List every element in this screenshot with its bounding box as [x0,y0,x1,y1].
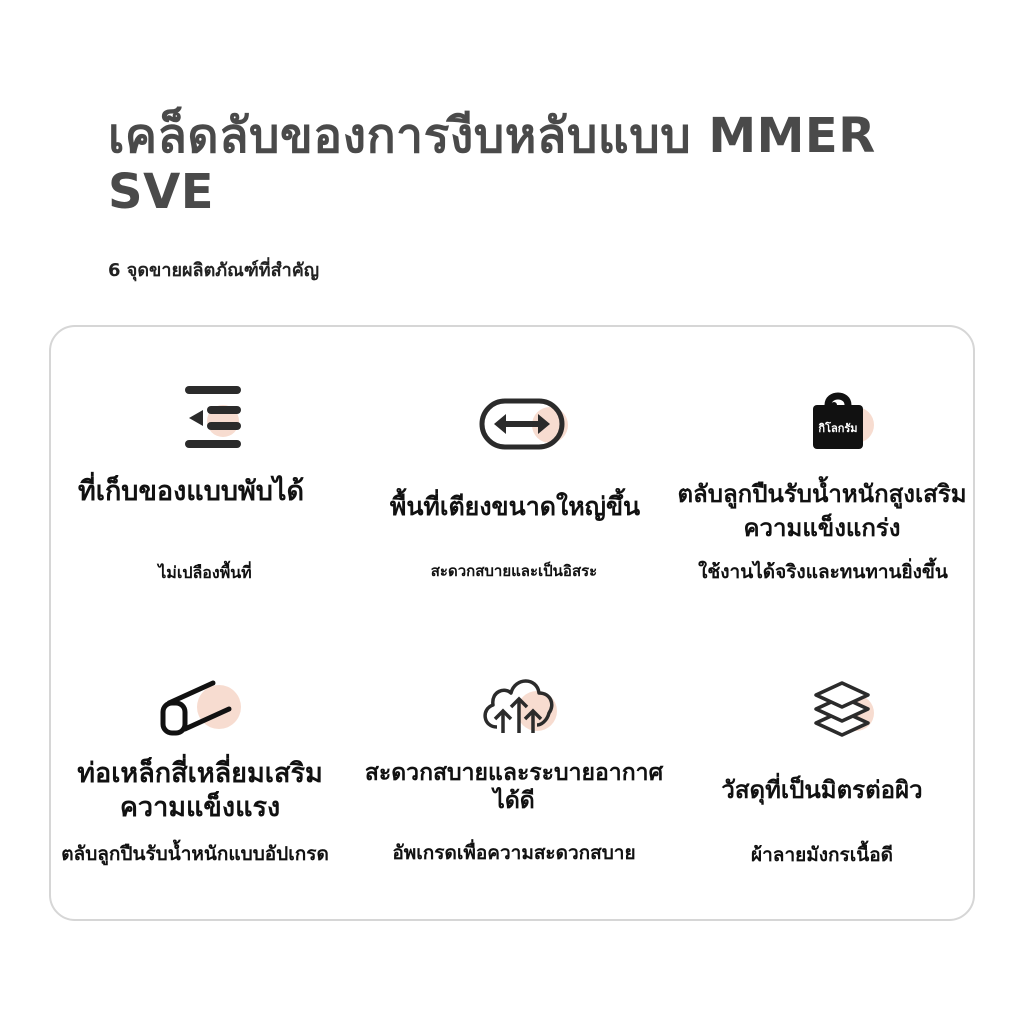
feature-skin-friendly [668,657,976,917]
features-card [49,325,975,921]
feature-title: ท่อเหล็กสี่เหลี่ยมเสริมความแข็งแรง [77,758,323,823]
horizontal-arrows-icon [472,383,572,453]
square-tube-icon [155,671,245,741]
feature-description: ตลับลูกปืนรับน้ำหนักแบบอัปเกรด [61,843,329,865]
cloud-upload-icon [475,665,565,735]
feature-description: อัพเกรดเพื่อความสะดวกสบาย [392,842,636,864]
page-title: เคล็ดลับของการงีบหลับแบบ MMER SVE [108,108,876,220]
weight-icon [804,383,874,453]
layers-icon [808,675,878,745]
feature-title: พื้นที่เตียงขนาดใหญ่ขึ้น [389,492,641,521]
feature-larger-bed [360,327,668,617]
feature-breathable [360,657,668,917]
feature-description: ไม่เปลืองพื้นที่ [158,563,252,582]
storage-list-icon [175,379,245,449]
feature-description: สะดวกสบายและเป็นอิสระ [430,562,598,580]
feature-title: สะดวกสบายและระบายอากาศได้ดี [364,760,664,814]
feature-high-load-bearing [668,327,976,617]
page-subtitle: 6 จุดขายผลิตภัณฑ์ที่สำคัญ [108,260,320,281]
feature-square-steel-tube [51,657,359,917]
feature-title: วัสดุที่เป็นมิตรต่อผิว [721,776,923,804]
feature-title: ที่เก็บของแบบพับได้ [77,476,305,507]
feature-description: ผ้าลายมังกรเนื้อดี [751,844,893,866]
feature-description: ใช้งานได้จริงและทนทานยิ่งขึ้น [698,561,948,583]
weight-icon-label: กิโลกรัม [818,422,858,435]
feature-foldable-storage [51,327,359,617]
feature-title: ตลับลูกปืนรับน้ำหนักสูงเสริมความแข็งแกร่ง [677,480,967,542]
